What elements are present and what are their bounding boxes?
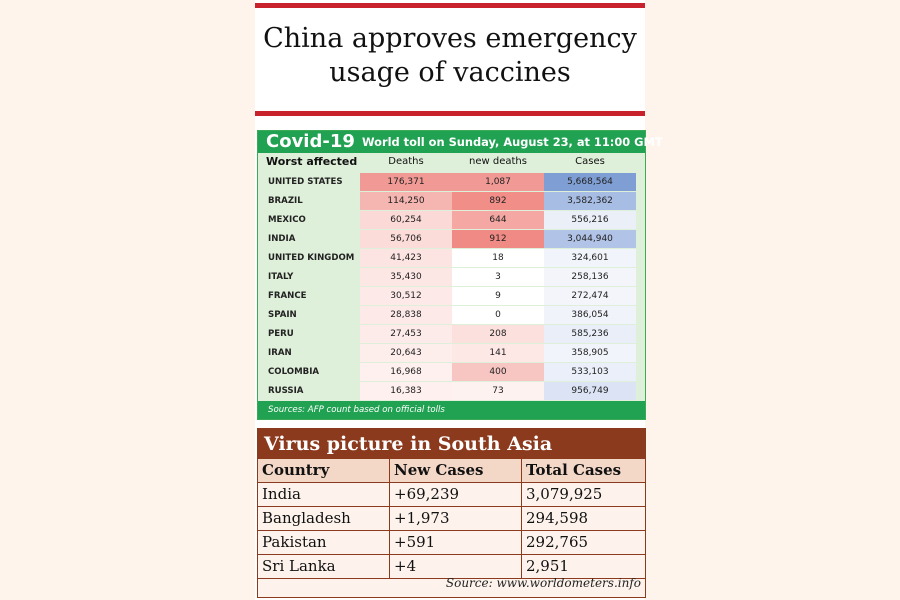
column-header-cases: Cases xyxy=(575,156,605,167)
new-deaths-cell: 73 xyxy=(452,382,544,400)
south-asia-table xyxy=(257,428,646,598)
new-deaths-cell: 644 xyxy=(452,211,544,229)
headline-line-1: China approves emergency xyxy=(263,23,637,54)
deaths-cell: 56,706 xyxy=(360,230,452,248)
header-total-cases: Total Cases xyxy=(521,459,646,482)
table-row xyxy=(258,268,645,286)
deaths-cell: 28,838 xyxy=(360,306,452,324)
south-asia-title xyxy=(258,429,645,459)
covid-subtitle: World toll on Sunday, August 23, at 11:00 GMT xyxy=(362,135,663,149)
new-deaths-cell: 3 xyxy=(452,268,544,286)
table-row xyxy=(258,230,645,248)
column-header-country: Worst affected xyxy=(266,155,358,168)
table-row xyxy=(258,382,645,400)
deaths-cell: 35,430 xyxy=(360,268,452,286)
deaths-cell: 30,512 xyxy=(360,287,452,305)
country-cell: PERU xyxy=(268,329,294,339)
country-cell: MEXICO xyxy=(268,215,306,225)
deaths-cell: 16,383 xyxy=(360,382,452,400)
new-deaths-cell: 18 xyxy=(452,249,544,267)
header-country: Country xyxy=(262,461,330,479)
table-row xyxy=(258,363,645,381)
country-cell: Pakistan xyxy=(262,533,327,551)
south-asia-header-row xyxy=(258,459,645,483)
country-cell: UNITED KINGDOM xyxy=(268,253,355,263)
cases-cell: 324,601 xyxy=(544,249,636,267)
cases-cell: 272,474 xyxy=(544,287,636,305)
deaths-cell: 60,254 xyxy=(360,211,452,229)
new-deaths-cell: 0 xyxy=(452,306,544,324)
new-deaths-cell: 9 xyxy=(452,287,544,305)
table-row xyxy=(258,344,645,362)
country-cell: RUSSIA xyxy=(268,386,304,396)
table-row xyxy=(258,483,645,507)
new-cases-cell: +69,239 xyxy=(389,483,521,506)
country-cell: INDIA xyxy=(268,234,296,244)
country-cell: IRAN xyxy=(268,348,292,358)
cases-cell: 556,216 xyxy=(544,211,636,229)
table-row xyxy=(258,507,645,531)
country-cell: SPAIN xyxy=(268,310,297,320)
cases-cell: 533,103 xyxy=(544,363,636,381)
covid-table xyxy=(257,130,663,420)
table-row xyxy=(258,192,645,210)
country-cell: FRANCE xyxy=(268,291,307,301)
country-cell: COLOMBIA xyxy=(268,367,320,377)
table-row xyxy=(258,531,645,555)
new-deaths-cell: 1,087 xyxy=(452,173,544,191)
headline-line-2: usage of vaccines xyxy=(329,57,571,88)
new-cases-cell: +4 xyxy=(389,555,521,578)
country-cell: India xyxy=(262,485,301,503)
covid-source xyxy=(258,401,645,419)
cases-cell: 386,054 xyxy=(544,306,636,324)
cases-cell: 258,136 xyxy=(544,268,636,286)
table-row xyxy=(258,306,645,324)
bottom-rule xyxy=(255,111,645,116)
cases-cell: 358,905 xyxy=(544,344,636,362)
column-header-new-deaths: new deaths xyxy=(469,156,527,167)
header-new-cases: New Cases xyxy=(389,459,521,482)
table-row xyxy=(258,249,645,267)
new-cases-cell: +1,973 xyxy=(389,507,521,530)
total-cases-cell: 2,951 xyxy=(521,555,646,578)
new-deaths-cell: 892 xyxy=(452,192,544,210)
top-rule xyxy=(255,3,645,8)
cases-cell: 5,668,564 xyxy=(544,173,636,191)
headline xyxy=(255,22,645,90)
new-deaths-cell: 912 xyxy=(452,230,544,248)
table-row xyxy=(258,173,645,191)
covid-title: Covid-19 xyxy=(266,131,355,152)
cases-cell: 956,749 xyxy=(544,382,636,400)
total-cases-cell: 3,079,925 xyxy=(521,483,646,506)
deaths-cell: 41,423 xyxy=(360,249,452,267)
deaths-cell: 114,250 xyxy=(360,192,452,210)
deaths-cell: 20,643 xyxy=(360,344,452,362)
table-row xyxy=(258,211,645,229)
deaths-cell: 176,371 xyxy=(360,173,452,191)
total-cases-cell: 292,765 xyxy=(521,531,646,554)
new-deaths-cell: 400 xyxy=(452,363,544,381)
country-cell: BRAZIL xyxy=(268,196,303,206)
table-row xyxy=(258,287,645,305)
country-cell: Sri Lanka xyxy=(262,557,336,575)
covid-source-text: Sources: AFP count based on official tolls xyxy=(268,405,445,415)
covid-header-bar xyxy=(258,131,663,153)
deaths-cell: 16,968 xyxy=(360,363,452,381)
cases-cell: 585,236 xyxy=(544,325,636,343)
new-cases-cell: +591 xyxy=(389,531,521,554)
new-deaths-cell: 141 xyxy=(452,344,544,362)
country-cell: UNITED STATES xyxy=(268,177,343,187)
south-asia-source: Source: www.worldometers.info xyxy=(445,576,641,590)
deaths-cell: 27,453 xyxy=(360,325,452,343)
table-row xyxy=(258,325,645,343)
column-header-deaths: Deaths xyxy=(388,156,424,167)
cases-cell: 3,582,362 xyxy=(544,192,636,210)
cases-cell: 3,044,940 xyxy=(544,230,636,248)
country-cell: ITALY xyxy=(268,272,294,282)
news-graphic xyxy=(255,0,663,600)
new-deaths-cell: 208 xyxy=(452,325,544,343)
south-asia-title-text: Virus picture in South Asia xyxy=(264,433,553,455)
country-cell: Bangladesh xyxy=(262,509,351,527)
total-cases-cell: 294,598 xyxy=(521,507,646,530)
